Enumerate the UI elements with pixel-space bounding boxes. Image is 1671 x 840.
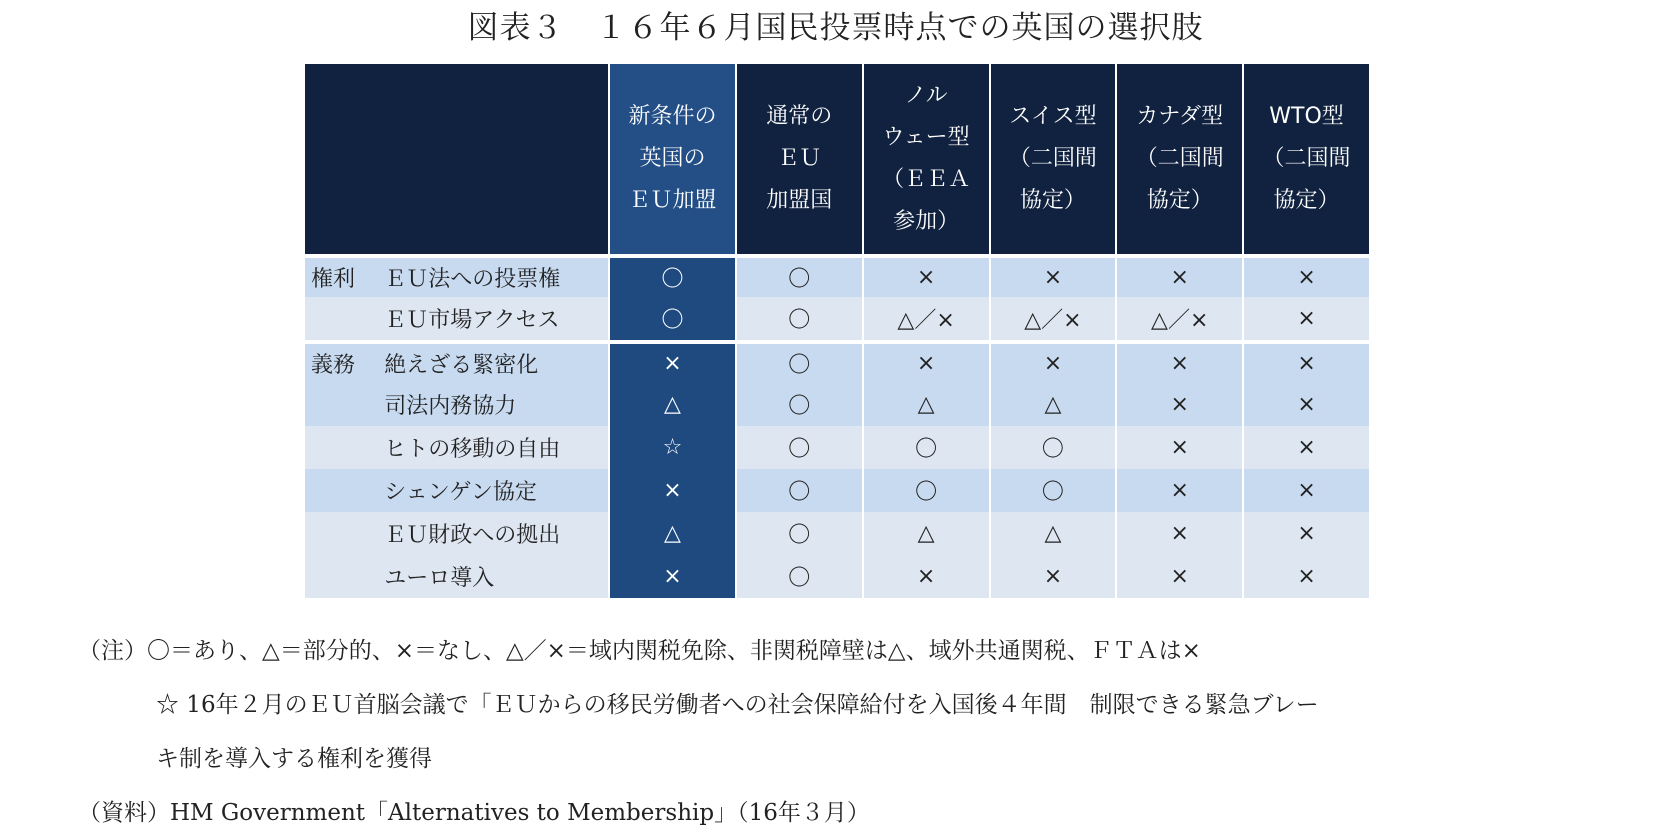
column-header	[1242, 64, 1369, 254]
column-header	[989, 64, 1116, 254]
column-header	[1115, 64, 1242, 254]
value-cell: ×	[1242, 340, 1369, 383]
value-cell: 〇	[735, 383, 862, 426]
value-cell: 〇	[608, 254, 735, 297]
value-cell: ×	[1242, 254, 1369, 297]
table-row	[305, 512, 1369, 555]
row-item: ＥＵ市場アクセス	[380, 297, 608, 340]
value-cell: △	[608, 512, 735, 555]
table-row	[305, 340, 1369, 383]
row-category	[305, 383, 380, 426]
value-cell: ×	[1115, 555, 1242, 598]
value-cell: ×	[862, 254, 989, 297]
table-row	[305, 383, 1369, 426]
table-row	[305, 469, 1369, 512]
value-cell: 〇	[862, 426, 989, 469]
column-header-line: （二国間	[1008, 146, 1097, 171]
row-category: 権利	[305, 254, 380, 297]
table-row	[305, 297, 1369, 340]
value-cell: △／×	[1115, 297, 1242, 340]
row-item: 絶えざる緊密化	[380, 340, 608, 383]
value-cell: 〇	[989, 469, 1116, 512]
value-cell: ×	[1242, 426, 1369, 469]
notes	[78, 624, 1638, 840]
row-category: 義務	[305, 340, 380, 383]
row-category	[305, 512, 380, 555]
column-header-line: （ＥＥＡ	[882, 167, 971, 192]
value-cell: ×	[989, 340, 1116, 383]
value-cell: △	[989, 512, 1116, 555]
value-cell: △	[608, 383, 735, 426]
value-cell: ×	[1242, 297, 1369, 340]
column-header	[862, 64, 989, 254]
column-header-line: 協定）	[1146, 188, 1213, 213]
value-cell: ☆	[608, 426, 735, 469]
row-category	[305, 469, 380, 512]
options-table	[305, 64, 1369, 598]
row-item: ヒトの移動の自由	[380, 426, 608, 469]
column-header-line: 参加）	[893, 209, 960, 234]
value-cell: 〇	[735, 555, 862, 598]
value-cell: ×	[1115, 469, 1242, 512]
value-cell: ×	[862, 555, 989, 598]
row-item: ＥＵ財政への拠出	[380, 512, 608, 555]
row-item: 司法内務協力	[380, 383, 608, 426]
value-cell: 〇	[989, 426, 1116, 469]
value-cell: ×	[989, 254, 1116, 297]
column-header-line: ノル	[904, 83, 948, 108]
value-cell: 〇	[735, 340, 862, 383]
row-category	[305, 297, 380, 340]
value-cell: ×	[1115, 383, 1242, 426]
table-row	[305, 555, 1369, 598]
value-cell: △	[862, 512, 989, 555]
value-cell: 〇	[735, 254, 862, 297]
column-header-line: 加盟国	[766, 188, 833, 213]
note-star-continued: キ制を導入する権利を獲得	[156, 746, 432, 772]
note-legend: （注）〇＝あり、△＝部分的、×＝なし、△／×＝域内関税免除、非関税障壁は△、域外共通関税、ＦＴＡは×	[78, 638, 1201, 664]
column-header-line: カナダ型	[1136, 104, 1224, 129]
value-cell: ×	[989, 555, 1116, 598]
value-cell: 〇	[735, 469, 862, 512]
table-body	[305, 254, 1369, 598]
column-header-line: ウェー型	[882, 125, 970, 150]
row-item: ユーロ導入	[380, 555, 608, 598]
row-category	[305, 555, 380, 598]
row-category	[305, 426, 380, 469]
value-cell: 〇	[608, 297, 735, 340]
table-row	[305, 426, 1369, 469]
row-item: シェンゲン協定	[380, 469, 608, 512]
column-header-line: WTO型	[1269, 104, 1344, 129]
value-cell: ×	[1242, 383, 1369, 426]
value-cell: ×	[1115, 426, 1242, 469]
value-cell: △	[989, 383, 1116, 426]
column-header-line: 協定）	[1019, 188, 1086, 213]
column-header	[735, 64, 862, 254]
value-cell: ×	[1115, 254, 1242, 297]
header-corner	[305, 64, 608, 254]
figure-title: 図表３ １６年６月国民投票時点での英国の選択肢	[467, 10, 1204, 46]
value-cell: △／×	[862, 297, 989, 340]
value-cell: 〇	[735, 297, 862, 340]
column-header-line: 通常の	[766, 104, 833, 129]
column-header-line: ＥＵ	[777, 146, 822, 171]
value-cell: ×	[862, 340, 989, 383]
column-header-line: 新条件の	[628, 104, 717, 129]
column-header-line: スイス型	[1009, 104, 1097, 129]
value-cell: △／×	[989, 297, 1116, 340]
value-cell: ×	[608, 555, 735, 598]
value-cell: ×	[608, 469, 735, 512]
column-header-line: 協定）	[1273, 188, 1340, 213]
value-cell: ×	[608, 340, 735, 383]
row-item: ＥＵ法への投票権	[380, 254, 608, 297]
source-note: （資料）HM Government「Alternatives to Membership」（16年３月）	[78, 800, 870, 826]
column-header-line: 英国の	[639, 146, 706, 171]
value-cell: △	[862, 383, 989, 426]
note-star: ☆ 16年２月のＥＵ首脳会議で「ＥＵからの移民労働者への社会保障給付を入国後４年間 制限できる緊急ブレー	[156, 692, 1319, 718]
value-cell: 〇	[735, 512, 862, 555]
column-header-line: （二国間	[1262, 146, 1351, 171]
column-header-line: （二国間	[1135, 146, 1224, 171]
value-cell: 〇	[862, 469, 989, 512]
table-row	[305, 254, 1369, 297]
value-cell: ×	[1242, 555, 1369, 598]
value-cell: ×	[1115, 340, 1242, 383]
column-header-line: ＥＵ加盟	[628, 188, 717, 213]
value-cell: 〇	[735, 426, 862, 469]
table-header	[305, 64, 1369, 254]
value-cell: ×	[1242, 469, 1369, 512]
value-cell: ×	[1115, 512, 1242, 555]
column-header	[608, 64, 735, 254]
value-cell: ×	[1242, 512, 1369, 555]
